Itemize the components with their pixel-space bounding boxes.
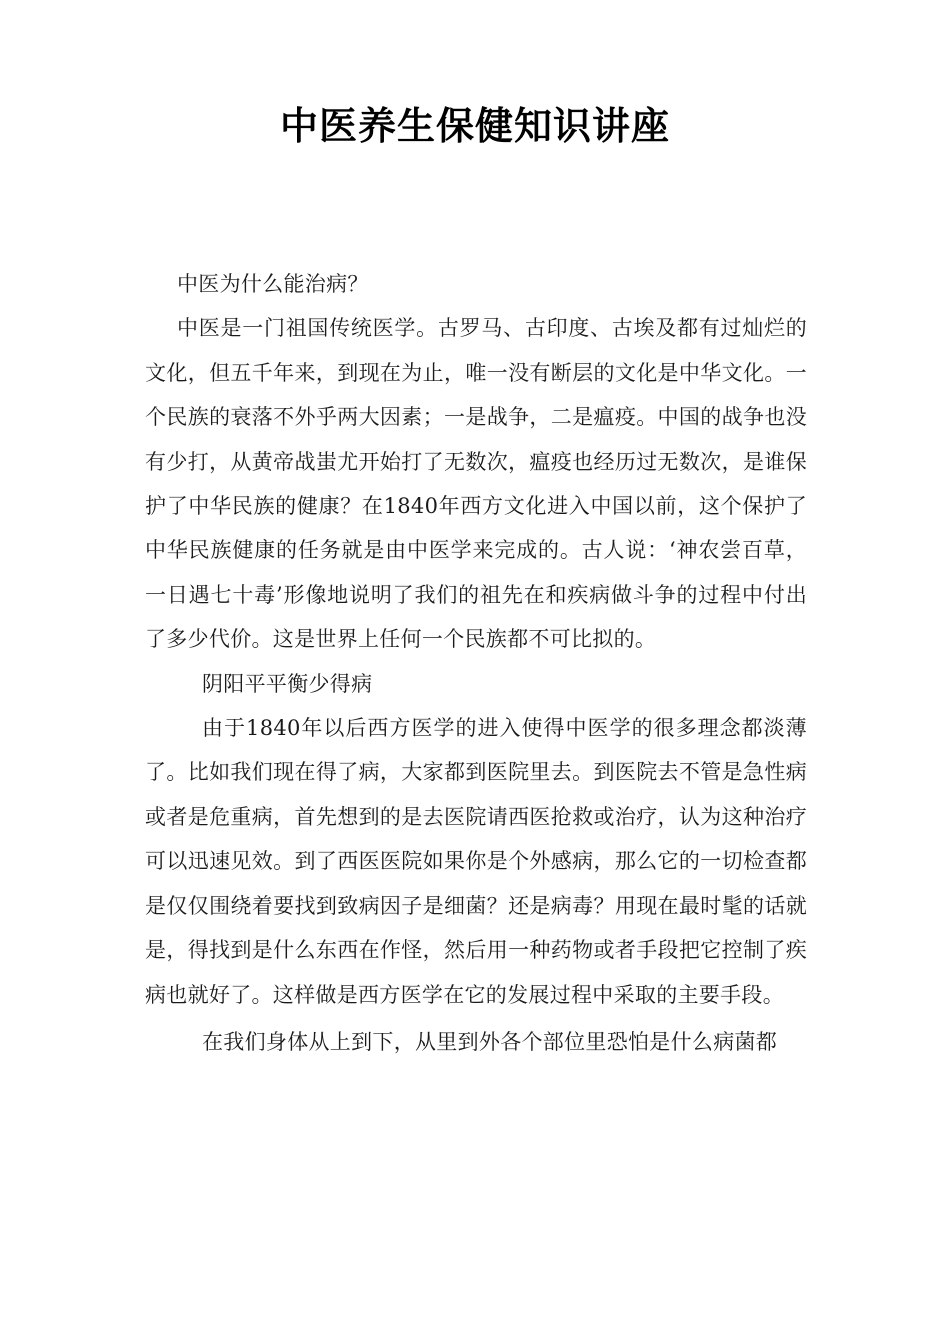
document-body: [145, 262, 807, 1064]
paragraph-body-bacteria: 在我们身体从上到下，从里到外各个部位里恐怕是什么病菌都: [202, 1029, 778, 1054]
paragraph-western-medicine: 由于1840年以后西方医学的进入使得中医学的很多理念都淡薄了。比如我们现在得了病，大家都到医院里去。到医院去不管是急性病或者是危重病，首先想到的是去医院请西医抢救或治疗，认为这种治疗可以迅速见效。到了西医医院如果你是个外感病，那么它的一切检查都是仅仅围绕着要找到致病因子是细菌？还是病毒？用现在最时髦的话就是，得找到是什么东西在作怪，然后用一种药物或者手段把它控制了疾病也就好了。这样做是西方医学在它的发展过程中采取的主要手段。: [145, 716, 807, 1007]
section-heading-question: 中医为什么能治病？: [177, 272, 369, 296]
section-heading-yinyang: 阴阳平平衡少得病: [202, 671, 373, 696]
document-title: 中医养生保健知识讲座: [279, 104, 670, 148]
paragraph-intro: 中医是一门祖国传统医学。古罗马、古印度、古埃及都有过灿烂的文化，但五千年来，到现在为止，唯一没有断层的文化是中华文化。一个民族的衰落不外乎两大因素；一是战争，二是瘟疫。中国的战争也没有少打，从黄帝战蚩尤开始打了无数次，瘟疫也经历过无数次，是谁保护了中华民族的健康？在1840年西方文化进入中国以前，这个保护了中华民族健康的任务就是由中医学来完成的。古人说：‘神农尝百草，一日遇七十毒’形像地说明了我们的祖先在和疾病做斗争的过程中付出了多少代价。这是世界上任何一个民族都不可比拟的。: [145, 316, 807, 652]
